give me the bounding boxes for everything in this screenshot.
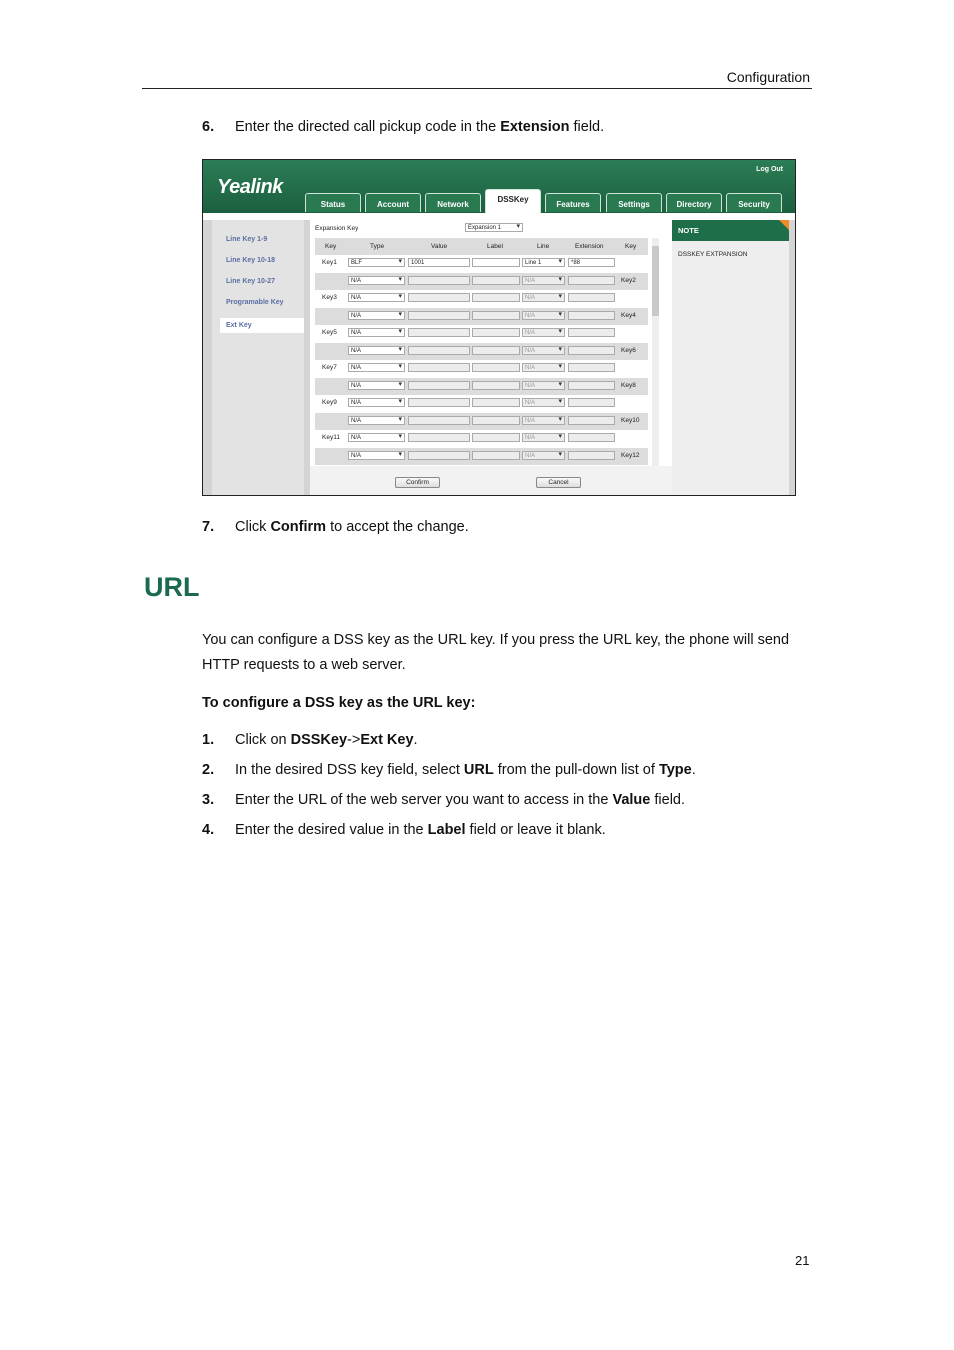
procedure-title: To configure a DSS key as the URL key: — [202, 695, 476, 711]
scrollbar-thumb[interactable] — [652, 246, 659, 316]
step-7 — [202, 519, 469, 535]
procedure-step — [202, 792, 685, 808]
type-select[interactable]: N/A ▾ — [348, 311, 405, 320]
step-text: . — [413, 732, 418, 748]
value-field[interactable] — [408, 451, 470, 460]
step-bold: URL — [463, 762, 494, 778]
extension-field[interactable] — [568, 346, 615, 355]
note-panel — [672, 220, 789, 495]
extension-field[interactable] — [568, 451, 615, 460]
label-field[interactable] — [472, 328, 520, 337]
value-field[interactable] — [408, 398, 470, 407]
line-select[interactable]: N/A ▾ — [522, 293, 565, 302]
table-row — [315, 290, 648, 307]
column-header: Value — [431, 243, 448, 250]
type-select[interactable]: N/A ▾ — [348, 451, 405, 460]
page-number: 21 — [795, 1253, 810, 1268]
running-header — [142, 68, 812, 89]
web-ui-screenshot — [202, 159, 796, 496]
step-text: Click on — [235, 732, 291, 748]
intro-paragraph: You can configure a DSS key as the URL key. If you press the URL key, the phone will send HTTP requests to a web server. — [202, 632, 790, 673]
value-field[interactable] — [408, 433, 470, 442]
column-header: Key — [325, 243, 337, 250]
table-row — [315, 378, 648, 395]
step-text: Click — [235, 519, 271, 535]
table-row — [315, 360, 648, 377]
type-select[interactable]: N/A ▾ — [348, 346, 405, 355]
step-bold: Extension — [500, 119, 570, 135]
table-row — [315, 448, 648, 465]
tab-security[interactable]: Security — [726, 193, 782, 212]
step-text: field or leave it blank. — [465, 822, 606, 838]
key-label-left: Key3 — [322, 294, 337, 301]
table-row — [315, 255, 648, 272]
type-select[interactable]: BLF ▾ — [348, 258, 405, 267]
extension-field[interactable] — [568, 381, 615, 390]
tab-account[interactable]: Account — [365, 193, 421, 212]
button-area — [310, 466, 672, 495]
step-text: In the desired DSS key field, select — [235, 762, 464, 778]
label-field[interactable] — [472, 363, 520, 372]
note-title: NOTE — [672, 220, 789, 241]
table-scrollbar[interactable] — [652, 238, 659, 466]
key-label-left: Key7 — [322, 364, 337, 371]
line-select[interactable]: N/A ▾ — [522, 416, 565, 425]
extension-field[interactable] — [568, 293, 615, 302]
step-text: from the pull-down list of — [493, 762, 659, 778]
note-text: DSSKEY EXTPANSION — [678, 251, 748, 258]
tab-dsskey[interactable]: DSSKey — [485, 189, 541, 213]
value-field[interactable] — [408, 293, 470, 302]
extension-field[interactable] — [568, 328, 615, 337]
sidebar-item[interactable]: Line Key 10-27 — [226, 278, 276, 285]
step-text: -> — [347, 732, 361, 748]
table-row — [315, 273, 648, 290]
type-select[interactable]: N/A ▾ — [348, 276, 405, 285]
section-title: URL — [144, 572, 200, 602]
sidebar-item[interactable]: Line Key 1-9 — [226, 236, 268, 243]
sidebar-item[interactable]: Programable Key — [226, 299, 284, 306]
type-select[interactable]: N/A ▾ — [348, 433, 405, 442]
confirm-button[interactable]: Confirm — [395, 477, 440, 488]
step-bold: Ext Key — [360, 732, 414, 748]
value-field[interactable] — [408, 381, 470, 390]
line-select[interactable]: N/A ▾ — [522, 363, 565, 372]
yealink-logo: Yealink — [217, 176, 283, 198]
type-select[interactable]: N/A ▾ — [348, 363, 405, 372]
step-number: 6. — [202, 119, 215, 135]
column-header: Line — [537, 243, 550, 250]
line-select[interactable]: N/A ▾ — [522, 276, 565, 285]
label-field[interactable] — [472, 258, 520, 267]
extension-field[interactable] — [568, 363, 615, 372]
table-row — [315, 343, 648, 360]
extension-field[interactable] — [568, 398, 615, 407]
step-number: 1. — [202, 732, 215, 748]
table-row — [315, 413, 648, 430]
right-margin — [789, 220, 795, 495]
line-select[interactable]: N/A ▾ — [522, 311, 565, 320]
line-select[interactable]: N/A ▾ — [522, 433, 565, 442]
step-6 — [202, 119, 604, 135]
panel-divider — [304, 220, 310, 495]
key-label-left: Key5 — [322, 329, 337, 336]
extension-field[interactable] — [568, 276, 615, 285]
tab-settings[interactable]: Settings — [606, 193, 662, 212]
key-label-left: Key1 — [322, 259, 337, 266]
procedure-step — [202, 762, 696, 778]
label-field[interactable] — [472, 416, 520, 425]
tab-directory[interactable]: Directory — [666, 193, 722, 212]
type-select[interactable]: N/A ▾ — [348, 416, 405, 425]
line-select[interactable]: Line 1 ▾ — [522, 258, 565, 267]
value-field[interactable] — [408, 416, 470, 425]
step-number: 4. — [202, 822, 215, 838]
expansion-select[interactable]: Expansion 1 ▾ — [465, 223, 523, 232]
header-section: Configuration — [726, 69, 810, 85]
step-bold: DSSKey — [290, 732, 348, 748]
line-select[interactable]: N/A ▾ — [522, 346, 565, 355]
procedure-step — [202, 822, 606, 838]
table-row — [315, 308, 648, 325]
key-label-right: Key4 — [621, 311, 636, 319]
logout-link[interactable]: Log Out — [756, 166, 783, 173]
step-bold: Label — [427, 822, 466, 838]
column-header: Key — [625, 243, 637, 250]
step-text-end: field. — [569, 119, 605, 135]
type-select[interactable]: N/A ▾ — [348, 328, 405, 337]
extension-field[interactable] — [568, 416, 615, 425]
key-label-left: Key11 — [322, 434, 340, 441]
step-text: Enter the desired value in the — [235, 822, 428, 838]
table-row — [315, 395, 648, 412]
key-label-right: Key6 — [621, 346, 636, 354]
key-label-left: Key9 — [322, 399, 337, 406]
label-field[interactable] — [472, 293, 520, 302]
label-field[interactable] — [472, 346, 520, 355]
value-field[interactable]: 1001 — [408, 258, 470, 267]
step-bold: Confirm — [270, 519, 327, 535]
type-select[interactable]: N/A ▾ — [348, 398, 405, 407]
step-text: Enter the directed call pickup code in the — [235, 119, 501, 135]
line-select[interactable]: N/A ▾ — [522, 381, 565, 390]
value-field[interactable] — [408, 363, 470, 372]
tab-status[interactable]: Status — [305, 193, 361, 212]
procedure-step — [202, 732, 418, 748]
extension-field[interactable]: *88 — [568, 258, 615, 267]
step-text: field. — [650, 792, 686, 808]
label-field[interactable] — [472, 398, 520, 407]
sidebar-item[interactable]: Ext Key — [220, 318, 304, 333]
step-number: 3. — [202, 792, 215, 808]
left-margin — [203, 220, 212, 495]
key-table — [315, 238, 648, 466]
value-field[interactable] — [408, 276, 470, 285]
tab-features[interactable]: Features — [545, 193, 601, 212]
step-text: Enter the URL of the web server you want to access in the — [235, 792, 613, 808]
type-select[interactable]: N/A ▾ — [348, 381, 405, 390]
cancel-button[interactable]: Cancel — [536, 477, 581, 488]
label-field[interactable] — [472, 451, 520, 460]
column-header: Extension — [575, 243, 604, 250]
value-field[interactable] — [408, 311, 470, 320]
extension-field[interactable] — [568, 311, 615, 320]
step-number: 7. — [202, 519, 215, 535]
label-field[interactable] — [472, 381, 520, 390]
expansion-key-label: Expansion Key — [315, 225, 359, 232]
type-select[interactable]: N/A ▾ — [348, 293, 405, 302]
value-field[interactable] — [408, 328, 470, 337]
label-field[interactable] — [472, 311, 520, 320]
key-label-right: Key2 — [621, 276, 636, 284]
label-field[interactable] — [472, 276, 520, 285]
tab-network[interactable]: Network — [425, 193, 481, 212]
column-header: Label — [487, 243, 503, 250]
value-field[interactable] — [408, 346, 470, 355]
line-select[interactable]: N/A ▾ — [522, 451, 565, 460]
table-row — [315, 325, 648, 342]
sidebar — [212, 220, 304, 495]
step-text: . — [691, 762, 696, 778]
step-bold: Value — [612, 792, 651, 808]
step-bold: Type — [658, 762, 692, 778]
line-select[interactable]: N/A ▾ — [522, 328, 565, 337]
column-header: Type — [370, 243, 385, 250]
extension-field[interactable] — [568, 433, 615, 442]
label-field[interactable] — [472, 433, 520, 442]
key-label-right: Key8 — [621, 381, 636, 389]
step-number: 2. — [202, 762, 215, 778]
sidebar-item[interactable]: Line Key 10-18 — [226, 257, 276, 264]
table-row — [315, 430, 648, 447]
step-text-end: to accept the change. — [326, 519, 469, 535]
line-select[interactable]: N/A ▾ — [522, 398, 565, 407]
key-label-right: Key12 — [621, 451, 640, 459]
key-label-right: Key10 — [621, 416, 640, 424]
